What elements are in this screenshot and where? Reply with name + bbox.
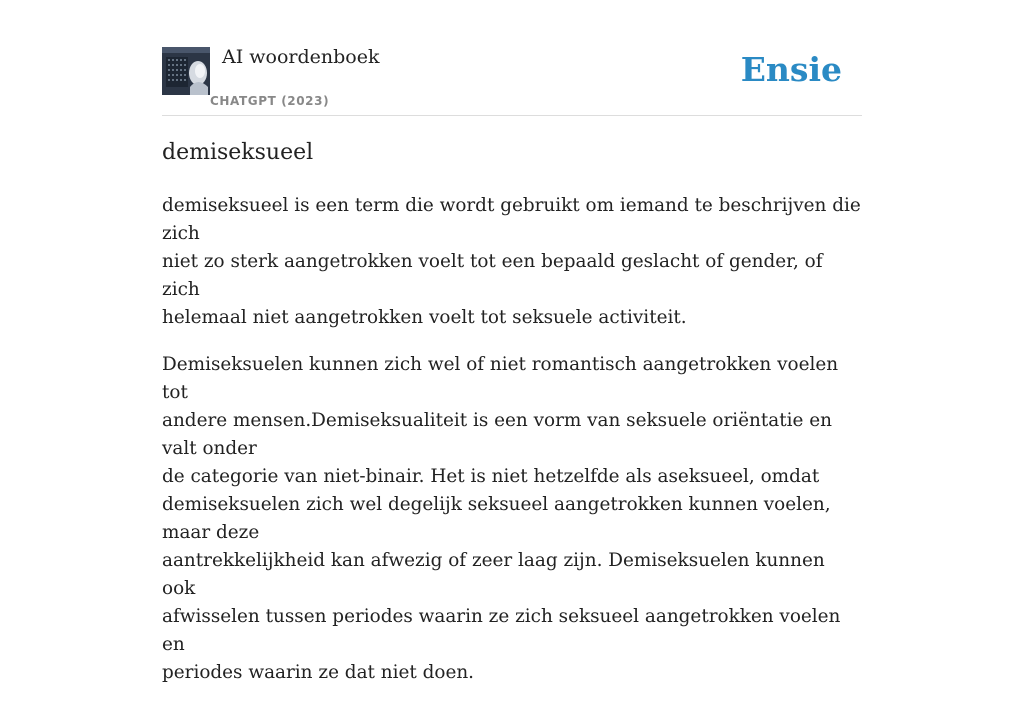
paragraph-line: Demiseksuelen kunnen zich wel of niet romantisch aangetrokken voelen tot [162,354,839,403]
paragraph-line: demiseksueel is een term die wordt gebruikt om iemand te beschrijven die zich [162,195,861,244]
avatar[interactable] [162,47,210,95]
dictionary-name[interactable]: AI woordenboek [222,46,380,68]
paragraph-line: andere mensen.Demiseksualiteit is een vorm van seksuele oriëntatie en valt onder [162,410,832,459]
paragraph-line: demiseksuelen zich wel degelijk seksueel aangetrokken kunnen voelen, maar deze [162,494,831,543]
paragraph-line: afwisselen tussen periodes waarin ze zich seksueel aangetrokken voelen en [162,606,841,655]
paragraph-line: niet zo sterk aangetrokken voelt tot een bepaald geslacht of gender, of zich [162,251,823,300]
paragraph-line: de categorie van niet-binair. Het is niet hetzelfde als aseksueel, omdat [162,466,820,487]
paragraph-line: aantrekkelijkheid kan afwezig of zeer laag zijn. Demiseksuelen kunnen ook [162,550,825,599]
robot-avatar-icon [162,47,210,95]
definition-paragraph [162,192,862,332]
page-header [162,40,862,116]
brand-logo[interactable]: Ensie [740,50,842,89]
entry-definition [162,192,862,706]
paragraph-line: periodes waarin ze dat niet doen. [162,662,475,683]
paragraph-line: helemaal niet aangetrokken voelt tot seksuele activiteit. [162,307,687,328]
source-label: CHATGPT (2023) [210,94,330,108]
definition-paragraph [162,351,862,687]
entry-term: demiseksueel [162,140,314,165]
